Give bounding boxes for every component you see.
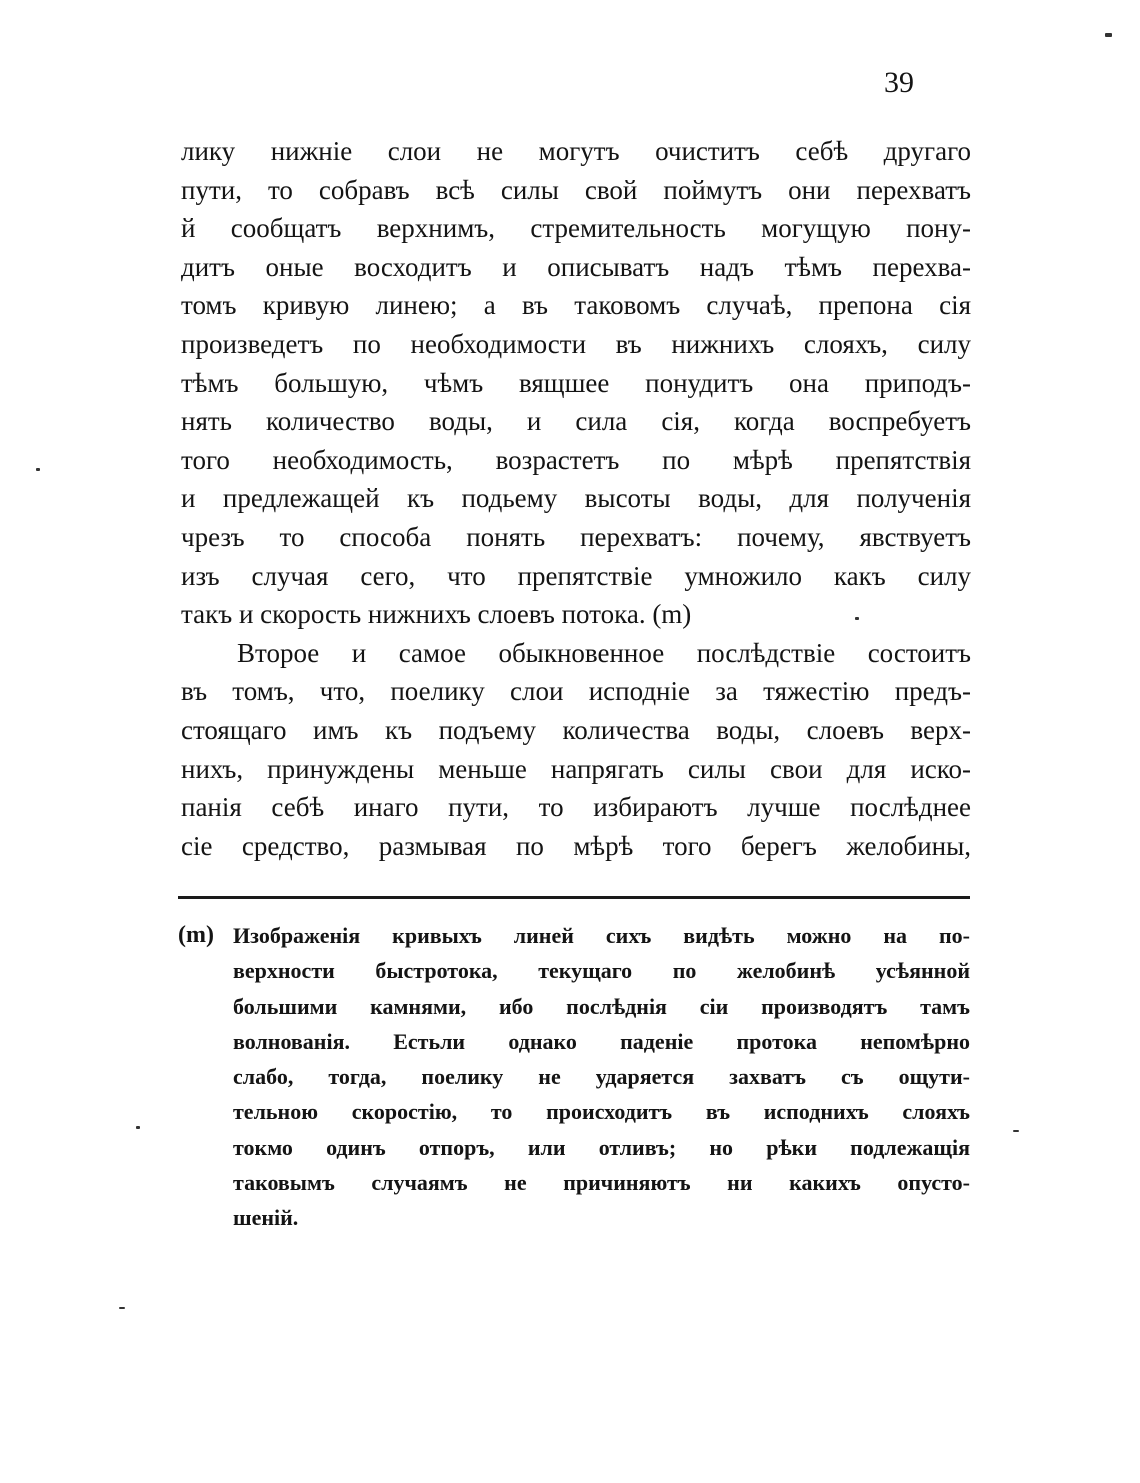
footnote-rule: [178, 896, 970, 899]
text-line: сіе средство, размывая по мѣрѣ того берегъ желобины,: [181, 830, 971, 861]
page-number: 39: [884, 66, 914, 99]
text-line: произведетъ по необходимости въ нижнихъ слояхъ, силу: [181, 328, 971, 359]
text-line: томъ кривую линею; а въ таковомъ случаѣ, препона сія: [181, 290, 971, 321]
text-line: и предлежащей къ подьему высоты воды, для полученія: [181, 483, 971, 514]
text-line: дитъ оные восходитъ и описыватъ надъ тѣмъ перехва-: [181, 251, 971, 282]
scan-speck: [36, 468, 40, 471]
text-line: нять количество воды, и сила сія, когда воспребуетъ: [181, 406, 971, 437]
scan-speck: [855, 617, 859, 620]
footnote-line: Изображенія кривыхъ линей сихъ видѣть можно на по-: [233, 923, 970, 948]
footnote-line: волнованія. Естьли однако паденіе протока непомѣрно: [233, 1028, 970, 1054]
text-line: й сообщатъ верхнимъ, стремительность могущую пону-: [181, 213, 971, 244]
text-line: стоящаго имъ къ подъему количества воды, слоевъ верх-: [181, 714, 971, 745]
text-line: пути, то собравъ всѣ силы свой поймутъ они перехватъ: [181, 174, 971, 205]
text-line: изъ случая сего, что препятствіе умножило какъ силу: [181, 560, 971, 591]
footnote-line: большими камнями, ибо послѣднія сіи производятъ тамъ: [233, 993, 970, 1019]
footnote-marker: (m): [178, 922, 214, 948]
footnote-line: верхности быстротока, текущаго по желобинѣ усѣянной: [233, 958, 970, 984]
scan-speck: [1013, 1130, 1019, 1132]
footnote-line: шеній.: [233, 1205, 299, 1231]
scan-speck: [119, 1307, 125, 1309]
main-text: [181, 132, 971, 865]
text-line: лику нижніе слои не могутъ очиститъ себѣ другаго: [181, 136, 971, 166]
scan-speck: [1105, 33, 1112, 37]
text-line: въ томъ, что, поелику слои исподніе за тяжестію предъ-: [181, 676, 971, 707]
footnote-line: таковымъ случаямъ не причиняютъ ни какихъ опусто-: [233, 1170, 970, 1196]
text-line: тѣмъ большую, чѣмъ вящшее понудитъ она приподъ-: [181, 367, 971, 398]
text-line: Второе и самое обыкновенное послѣдствіе состоитъ: [237, 637, 971, 668]
text-line: чрезъ то способа понять перехватъ: почему, явствуетъ: [181, 521, 971, 552]
text-line: того необходимость, возрастетъ по мѣрѣ препятствія: [181, 444, 971, 475]
footnote-line: слабо, тогда, поелику не ударяется захватъ съ ощути-: [233, 1064, 970, 1090]
text-line: панія себѣ инаго пути, то избираютъ лучше послѣднее: [181, 792, 971, 823]
footnote-text: [233, 918, 970, 1236]
text-line: нихъ, принуждены меньше напрягать силы свои для иско-: [181, 753, 971, 784]
text-line: такъ и скорость нижнихъ слоевъ потока. (m): [181, 599, 692, 630]
scan-speck: [136, 1126, 140, 1129]
footnote-line: тельною скоростію, то происходитъ въ исподнихъ слояхъ: [233, 1099, 970, 1125]
footnote-line: токмо одинъ отпоръ, или отливъ; но рѣки подлежащія: [233, 1134, 970, 1160]
